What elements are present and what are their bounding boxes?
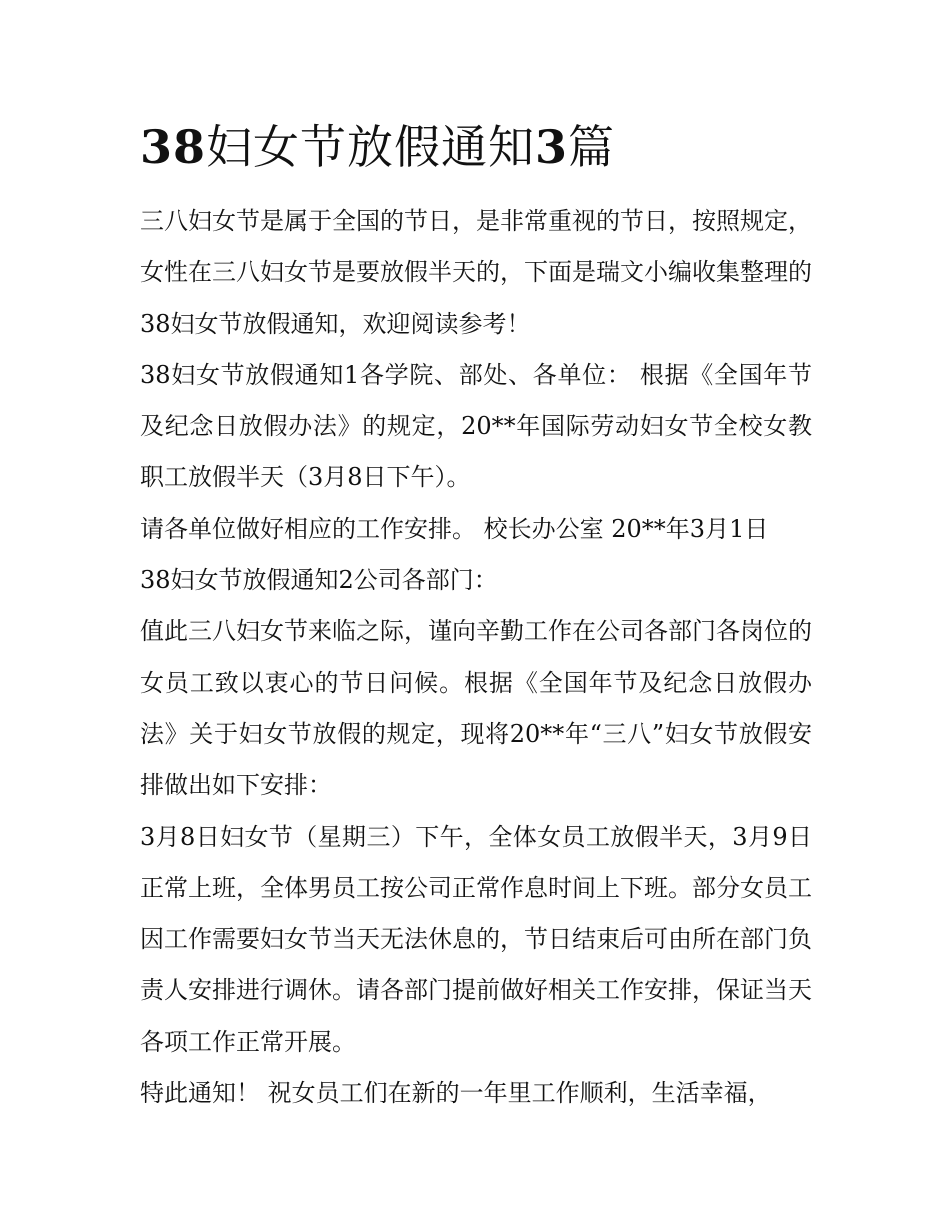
paragraph-notice-2-closing: 特此通知！ 祝女员工们在新的一年里工作顺利，生活幸福， (140, 1079, 772, 1108)
paragraph-notice-1: 38妇女节放假通知1各学院、部处、各单位： 根据《全国年节及纪念日放假办法》的规定，20**年国际劳动妇女节全校女教职工放假半天（3月8日下午）。 (140, 360, 812, 492)
paragraph-notice-1-signature: 请各单位做好相应的工作安排。 校长办公室 20**年3月1日 (140, 514, 769, 543)
page-title: 38妇女节放假通知3篇 (140, 120, 616, 174)
paragraph-intro: 三八妇女节是属于全国的节日，是非常重视的节日，按照规定，女性在三八妇女节是要放假半天的，下面是瑞文小编收集整理的38妇女节放假通知，欢迎阅读参考！ (140, 207, 812, 338)
paragraph-notice-2-arrangement: 3月8日妇女节（星期三）下午，全体女员工放假半天，3月9日正常上班，全体男员工按公司正常作息时间上下班。部分女员工因工作需要妇女节当天无法休息的，节日结束后可由所在部门负责人安排进行调休。请各部门提前做好相关工作安排，保证当天各项工作正常开展。 (140, 822, 812, 1056)
paragraph-notice-2-heading: 38妇女节放假通知2公司各部门： (140, 566, 498, 595)
document-body (140, 196, 812, 1119)
paragraph-notice-2-greeting: 值此三八妇女节来临之际，谨向辛勤工作在公司各部门各岗位的女员工致以衷心的节日问候。根据《全国年节及纪念日放假办法》关于妇女节放假的规定，现将20**年“三八”妇女节放假安排做出如下安排： (140, 617, 812, 800)
